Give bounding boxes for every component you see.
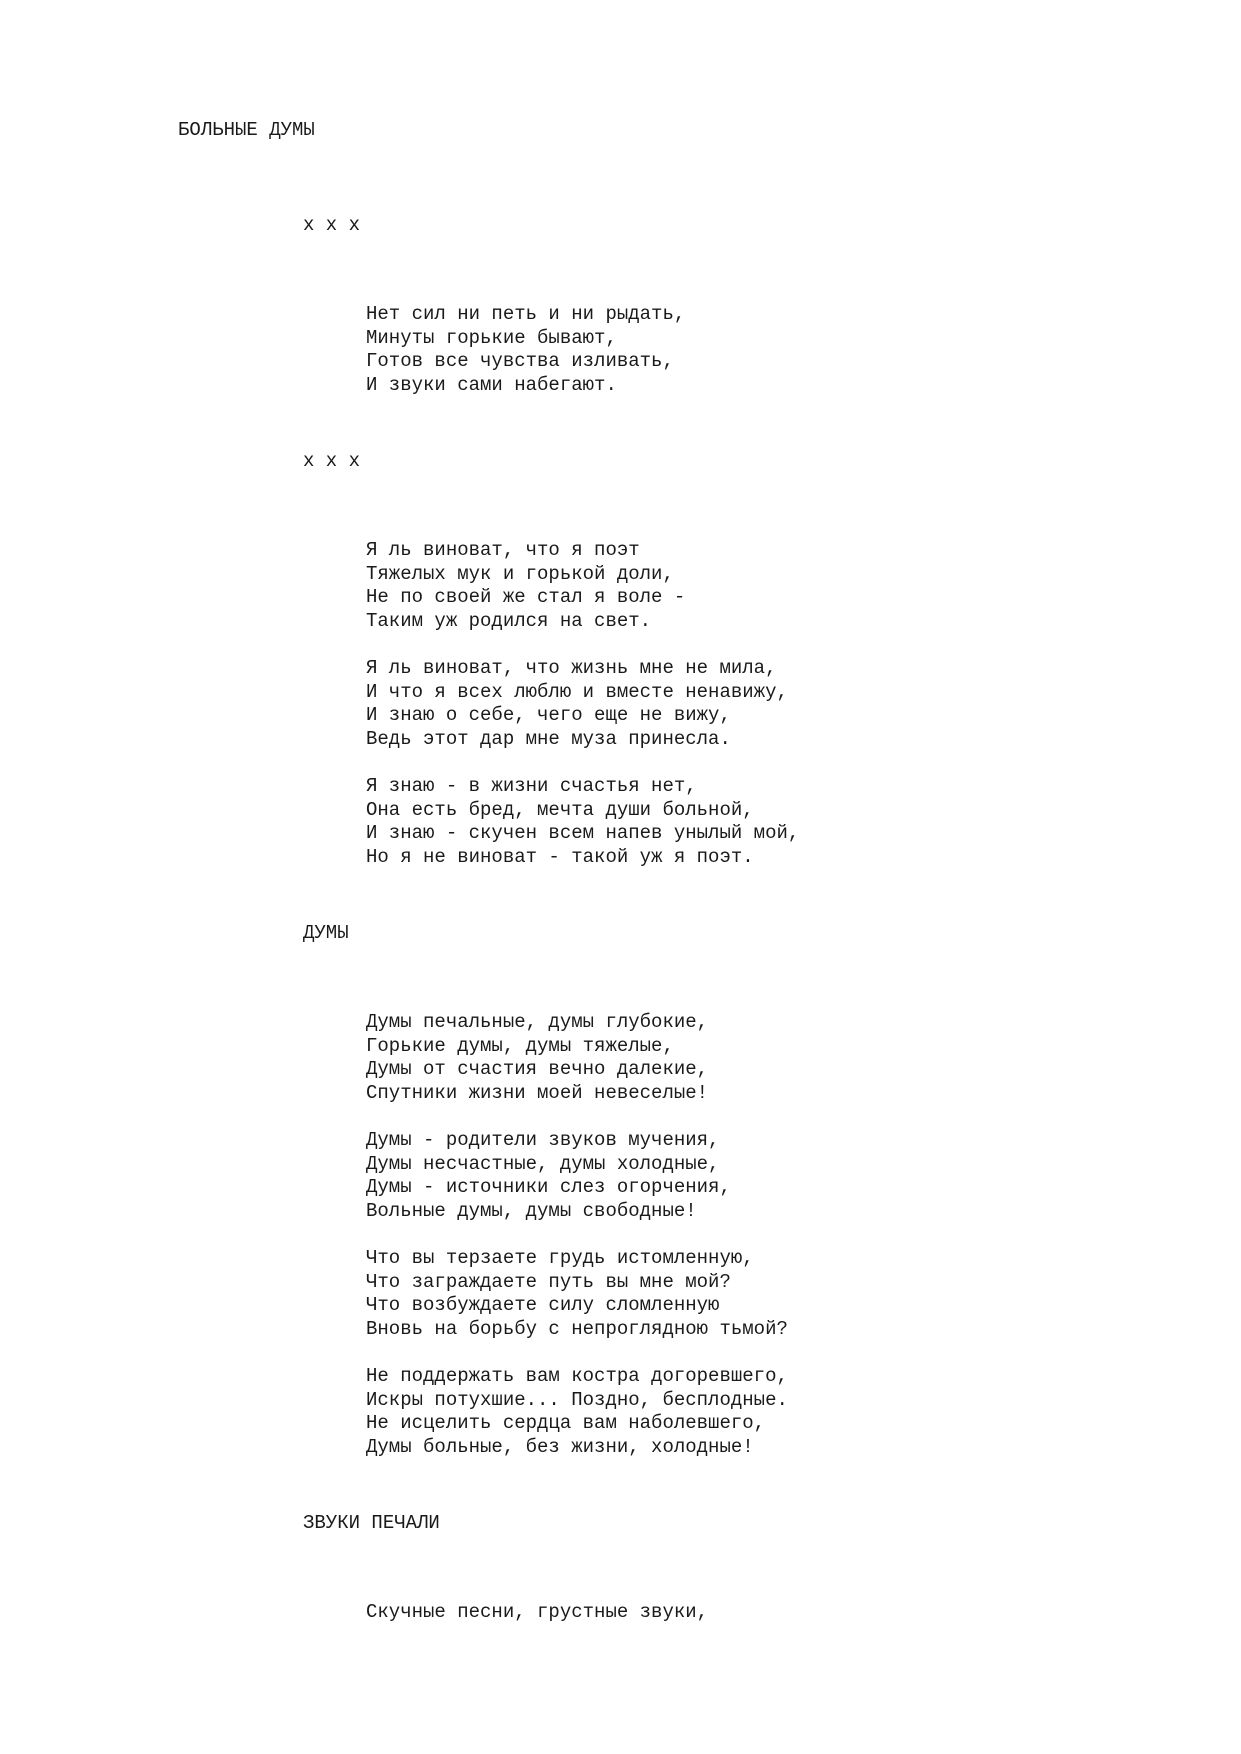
poem-line: Минуты горькие бывают, xyxy=(366,326,617,349)
poem-line: Думы от счастия вечно далекие, xyxy=(366,1058,709,1081)
stanza xyxy=(366,539,685,634)
poem-line: Ведь этот дар мне муза принесла. xyxy=(366,728,731,751)
stanza xyxy=(366,1365,788,1460)
poem-line: Что вы терзаете грудь истомленную, xyxy=(366,1247,754,1269)
poem-line: Вольные думы, думы свободные! xyxy=(366,1200,697,1223)
stanza xyxy=(366,1247,788,1342)
poem-line: Искры потухшие... Поздно, бесплодные. xyxy=(366,1388,788,1411)
poem-line: Она есть бред, мечта души больной, xyxy=(366,798,754,821)
section-heading: x x x xyxy=(303,214,361,236)
stanza xyxy=(366,303,685,398)
section-heading: ЗВУКИ ПЕЧАЛИ xyxy=(303,1512,440,1534)
poem-line: И знаю о себе, чего еще не вижу, xyxy=(366,704,731,727)
poem-line: Таким уж родился на свет. xyxy=(366,610,652,633)
poem-line: Не поддержать вам костра догоревшего, xyxy=(366,1365,788,1387)
poem-line: Я ль виноват, что жизнь мне не мила, xyxy=(366,657,777,679)
poem-line: Но я не виноват - такой уж я поэт. xyxy=(366,846,754,869)
poem-line: Не по своей же стал я воле - xyxy=(366,586,686,609)
poem-line: Не исцелить сердца вам наболевшего, xyxy=(366,1412,766,1435)
poem-line: Я знаю - в жизни счастья нет, xyxy=(366,775,697,797)
poem-line: И знаю - скучен всем напев унылый мой, xyxy=(366,822,800,845)
stanza xyxy=(366,1601,708,1625)
section-heading: ДУМЫ xyxy=(303,922,349,944)
poem-line: Думы печальные, думы глубокие, xyxy=(366,1011,709,1033)
poem-line: И что я всех люблю и вместе ненавижу, xyxy=(366,680,788,703)
poem-line: Скучные песни, грустные звуки, xyxy=(366,1601,709,1623)
stanza xyxy=(366,657,788,752)
poem-line: Думы - родители звуков мучения, xyxy=(366,1129,720,1151)
poem-line: Думы больные, без жизни, холодные! xyxy=(366,1436,754,1459)
poem-line: Спутники жизни моей невеселые! xyxy=(366,1082,709,1105)
stanza xyxy=(366,775,799,870)
document-title: БОЛЬНЫЕ ДУМЫ xyxy=(178,119,315,141)
poem-line: Что возбуждаете силу сломленную xyxy=(366,1294,720,1317)
poem-line: Вновь на борьбу с непроглядною тьмой? xyxy=(366,1318,788,1341)
stanza xyxy=(366,1011,708,1106)
poem-line: Думы - источники слез огорчения, xyxy=(366,1176,731,1199)
stanza xyxy=(366,1129,731,1224)
poem-line: Тяжелых мук и горькой доли, xyxy=(366,562,674,585)
poem-line: Думы несчастные, думы холодные, xyxy=(366,1152,720,1175)
poem-line: Горькие думы, думы тяжелые, xyxy=(366,1034,674,1057)
poem-line: Я ль виноват, что я поэт xyxy=(366,539,640,561)
poem-line: Готов все чувства изливать, xyxy=(366,350,674,373)
poem-line: Что заграждаете путь вы мне мой? xyxy=(366,1270,731,1293)
section-heading: x x x xyxy=(303,450,361,472)
poem-line: Нет сил ни петь и ни рыдать, xyxy=(366,303,686,325)
poem-line: И звуки сами набегают. xyxy=(366,374,617,397)
